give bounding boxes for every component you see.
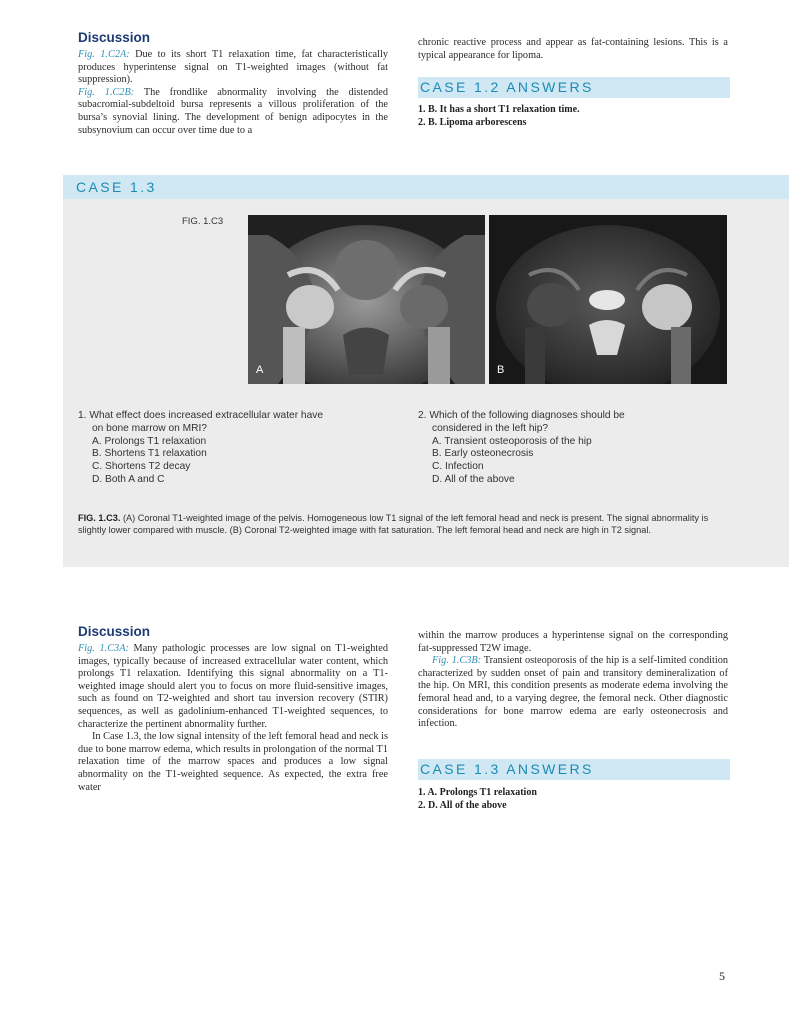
question-2-option-b: B. Early osteonecrosis bbox=[432, 448, 534, 460]
question-1-option-b: B. Shortens T1 relaxation bbox=[92, 448, 207, 460]
bottom-discussion-p1: Many pathologic processes are low signal on T1-weighted images, typically because of increased extracellular water content, which prolongs T1 relaxation. Identifying this signal abnormality on a T1-weighted image should alert you to focus on more fluid-sensitive images, such as found on T2-weighted and short tau inversion recovery (STIR) sequences, as well as gadolinium-enhanced T1-weighted sequences, to characterize the pertinent abnormality further. bbox=[78, 643, 389, 730]
question-1 bbox=[78, 410, 378, 487]
bottom-discussion-left-column bbox=[78, 643, 388, 794]
question-2-option-d: D. All of the above bbox=[432, 473, 515, 485]
mri-t1-pelvis-illustration bbox=[248, 215, 485, 384]
question-1-text-cont: on bone marrow on MRI? bbox=[92, 422, 207, 434]
question-1-option-c: C. Shortens T2 decay bbox=[92, 461, 191, 473]
top-discussion-left-column bbox=[78, 49, 388, 137]
question-2 bbox=[418, 410, 718, 487]
fig-ref-c3b: Fig. 1.C3B: bbox=[432, 655, 482, 667]
case12-answers-title: CASE 1.2 ANSWERS bbox=[418, 77, 730, 98]
top-discussion-p2: The frondlike abnormality involving the distended subacromial-subdeltoid bursa represents a villous proliferation of the bursa’s synovial lining. The development of benign adipocytes in the subsynovium can occur over time due to a bbox=[78, 86, 388, 136]
case12-answer-2: 2. B. Lipoma arborescens bbox=[418, 117, 527, 128]
case13-answers-title: CASE 1.3 ANSWERS bbox=[418, 759, 730, 780]
image-b-label: B bbox=[497, 364, 505, 376]
figure-caption-label: FIG. 1.C3. bbox=[78, 513, 121, 523]
question-1-text: 1. What effect does increased extracellular water have bbox=[78, 410, 324, 421]
top-discussion-right-text: chronic reactive process and appear as fat-containing lesions. This is a typical appearance for lipoma. bbox=[418, 37, 728, 61]
top-discussion-p1: Due to its short T1 relaxation time, fat characteristically produces hyperintense signal on T1-weighted images (without fat suppression). bbox=[78, 49, 388, 86]
fig-ref-c3a: Fig. 1.C3A: bbox=[78, 643, 129, 654]
mri-image-b bbox=[489, 215, 727, 384]
top-discussion-heading: Discussion bbox=[78, 30, 151, 45]
image-a-label: A bbox=[256, 364, 264, 376]
question-1-option-d: D. Both A and C bbox=[92, 473, 165, 485]
bottom-discussion-p2: In Case 1.3, the low signal intensity of the left femoral head and neck is due to bone marrow edema, which results in prolongation of the normal T1 relaxation time of the marrow spaces and produces a low signal abnormality on the T1-weighted sequence. As expected, the extra free water bbox=[78, 731, 388, 793]
figure-caption bbox=[78, 512, 728, 536]
figure-caption-text: (A) Coronal T1-weighted image of the pelvis. Homogeneous low T1 signal of the left femoral head and neck is present. The signal abnormality is slightly lower compared with muscle. (B) Coronal T2-weighted image with fat saturation. The left femoral head and neck are high in T2 signal. bbox=[78, 513, 709, 535]
mri-t2-fatsat-pelvis-illustration bbox=[489, 215, 727, 384]
fig-label: FIG. 1.C3 bbox=[182, 216, 224, 227]
question-2-text-cont: considered in the left hip? bbox=[432, 422, 549, 434]
bottom-discussion-right-p2: Transient osteoporosis of the hip is a self-limited condition characterized by sudden onset of pain and transitory demineralization of the hip. On MRI, this condition presents as moderate edema involving the femoral head and, to a varying degree, the femoral neck. Other diagnostic considerations for bone marrow edema are early osteonecrosis and infection. bbox=[418, 655, 728, 730]
fig-ref-c2a: Fig. 1.C2A: bbox=[78, 49, 130, 60]
case13-answer-2: 2. D. All of the above bbox=[418, 800, 507, 811]
case13-answers-list bbox=[418, 786, 537, 812]
question-2-text: 2. Which of the following diagnoses should be bbox=[418, 410, 625, 421]
bottom-discussion-right-column bbox=[418, 630, 728, 731]
case12-answers-list bbox=[418, 103, 580, 129]
question-2-option-c: C. Infection bbox=[432, 461, 484, 473]
bottom-discussion-right-p1: within the marrow produces a hyperintense signal on the corresponding fat-suppressed T2W image. bbox=[418, 630, 728, 654]
bottom-discussion-heading: Discussion bbox=[78, 624, 151, 639]
page-number: 5 bbox=[719, 969, 725, 983]
fig-ref-c2b: Fig. 1.C2B: bbox=[78, 86, 135, 98]
question-2-option-a: A. Transient osteoporosis of the hip bbox=[432, 435, 592, 447]
case13-title: CASE 1.3 bbox=[63, 175, 789, 199]
case13-answer-1: 1. A. Prolongs T1 relaxation bbox=[418, 787, 537, 798]
question-1-option-a: A. Prolongs T1 relaxation bbox=[92, 435, 207, 447]
mri-image-a bbox=[248, 215, 485, 384]
case12-answer-1: 1. B. It has a short T1 relaxation time. bbox=[418, 104, 580, 115]
